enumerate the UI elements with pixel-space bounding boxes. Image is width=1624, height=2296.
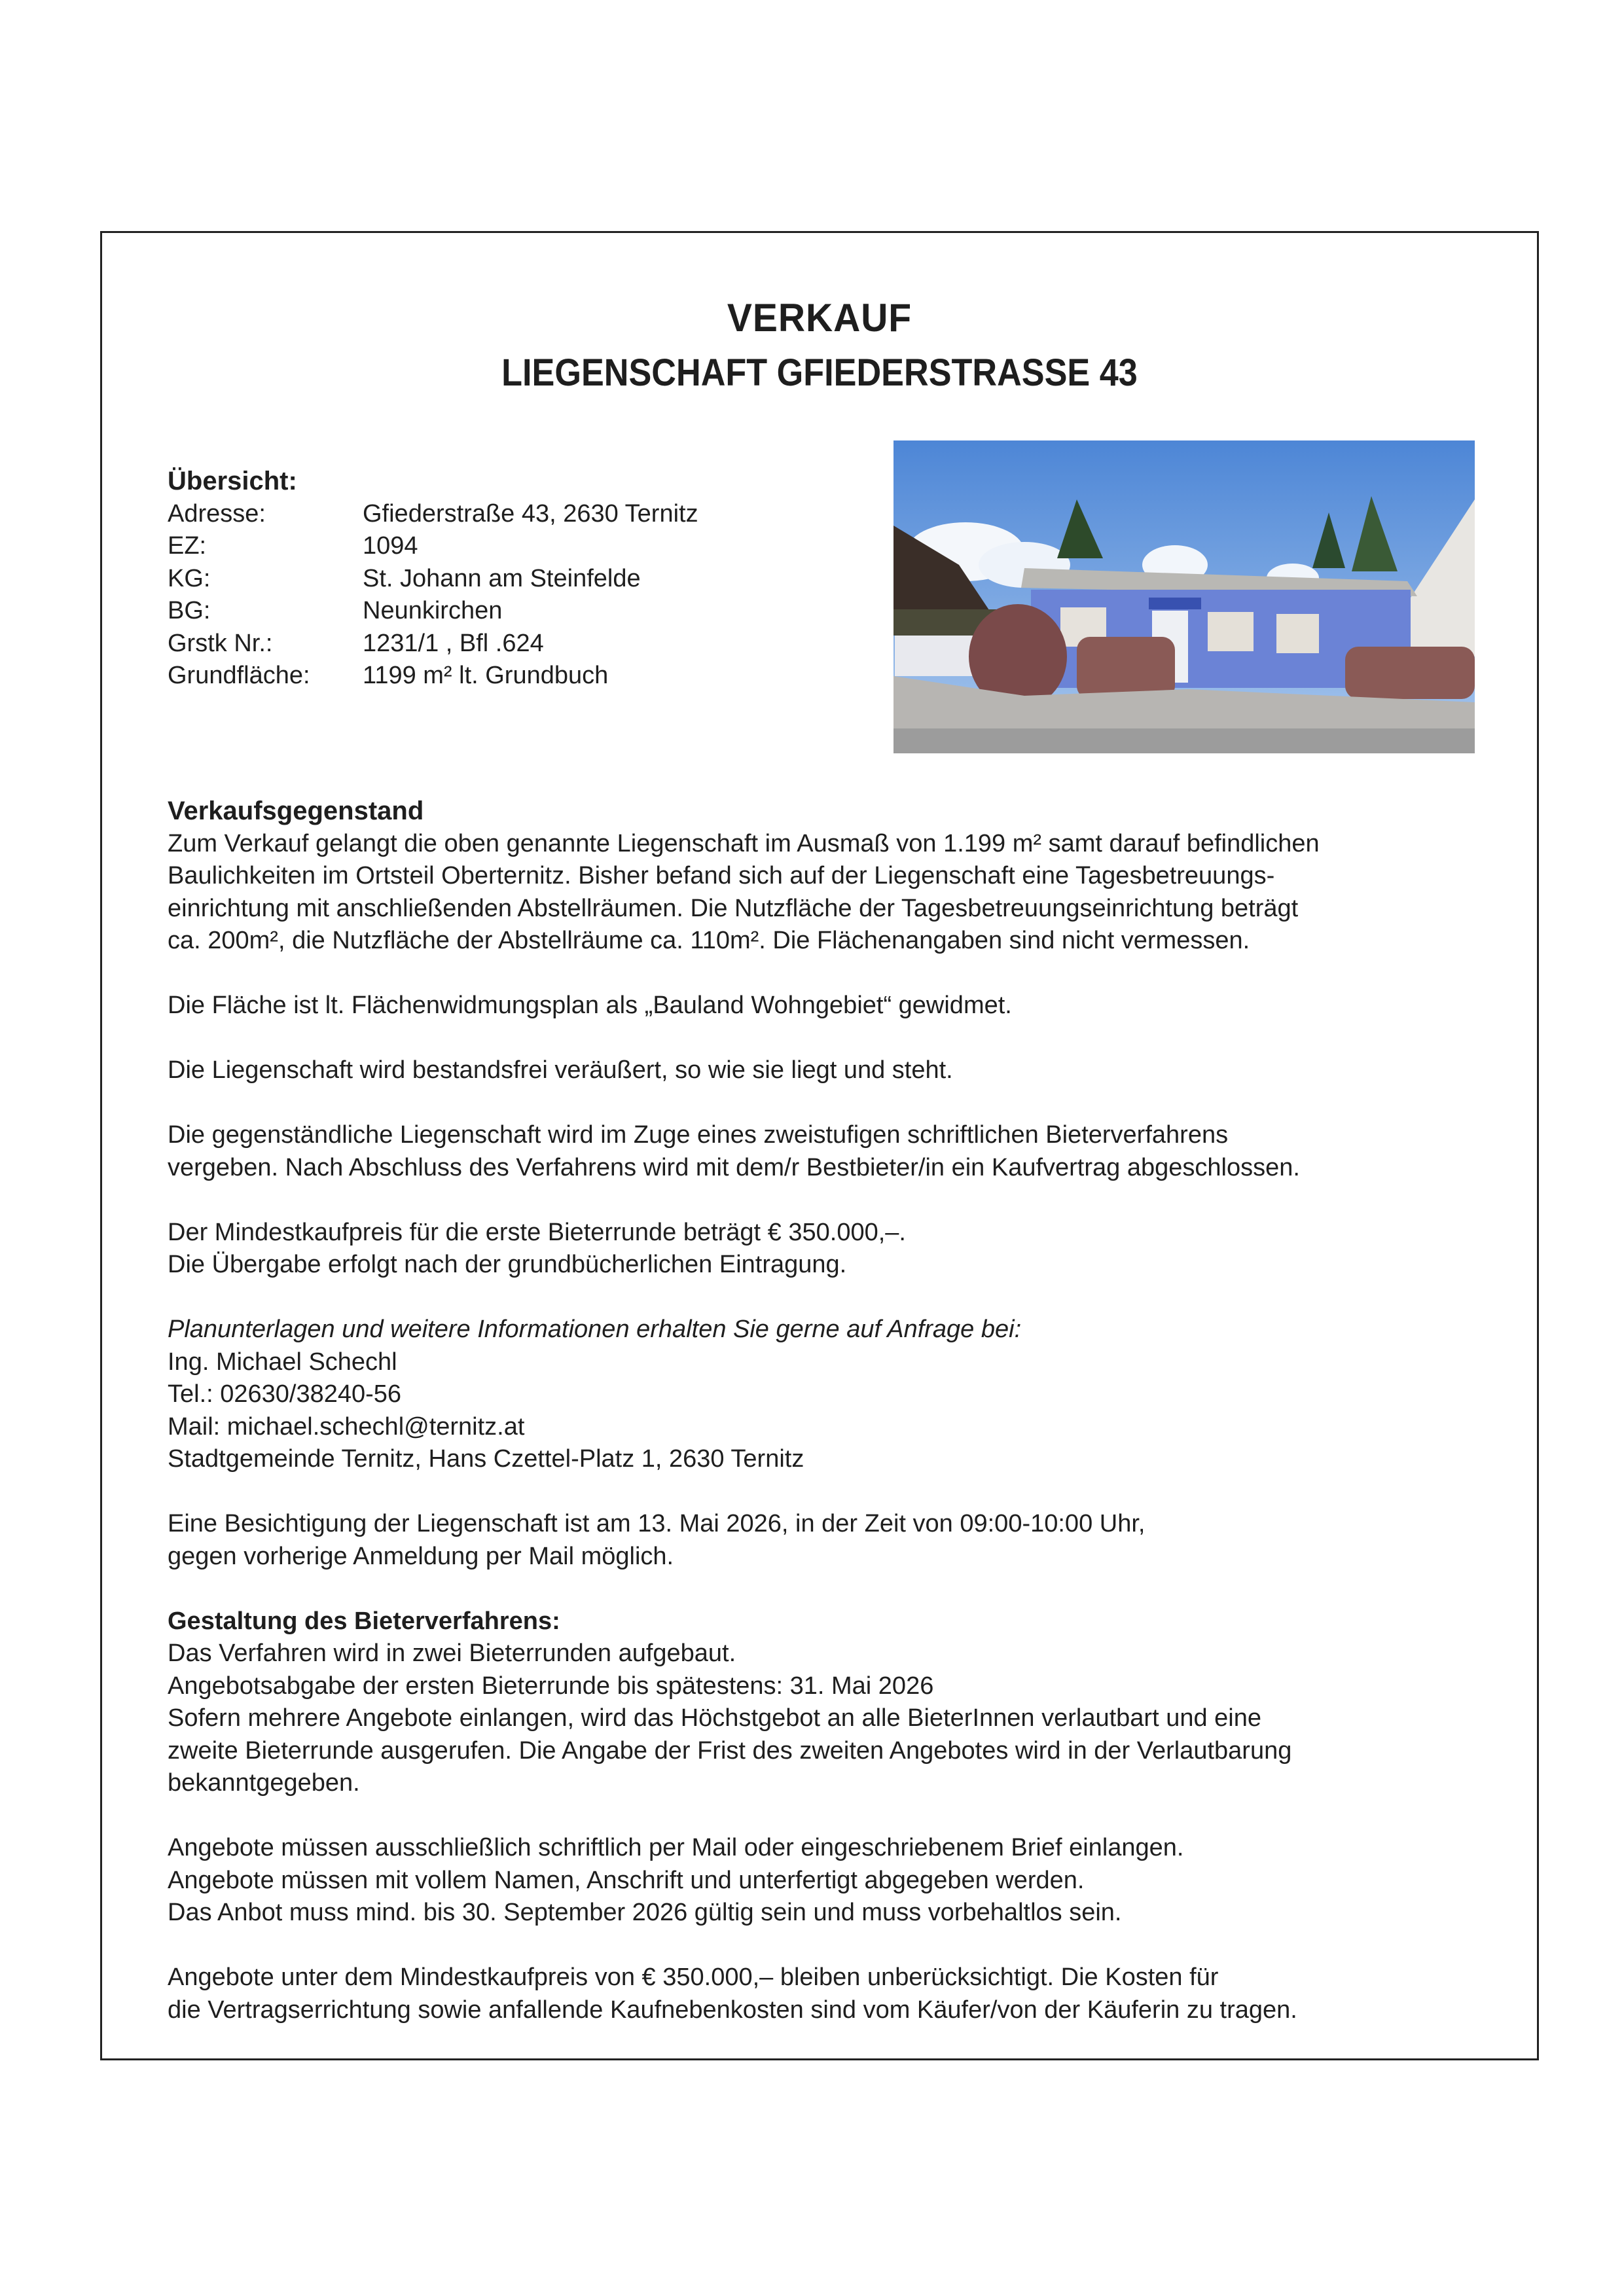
requirement-line: Angebote müssen mit vollem Namen, Anschrift und unterfertigt abgegeben werden. (168, 1866, 1085, 1894)
overview-row-parcel (168, 628, 1477, 660)
overview-row-area (168, 660, 1477, 692)
bidding-line: bekanntgegeben. (168, 1769, 360, 1797)
minimum-price-text: Der Mindestkaufpreis für die erste Bieterrunde beträgt € 350.000,–. (168, 1218, 906, 1246)
contact-phone: Tel.: 02630/38240-56 (168, 1380, 402, 1408)
overview-label: Grundfläche: (168, 662, 310, 689)
contact-intro: Planunterlagen und weitere Informationen erhalten Sie gerne auf Anfrage bei: (168, 1316, 1022, 1343)
paragraph-line: vergeben. Nach Abschluss des Verfahrens wird mit dem/r Bestbieter/in ein Kaufvertrag abgeschlossen. (168, 1153, 1300, 1181)
viewing-section (168, 1508, 1477, 1573)
sale-object-section (168, 795, 1477, 1282)
overview-row-address (168, 498, 1477, 531)
paragraph-line: einrichtung mit anschließenden Abstellräumen. Die Nutzfläche der Tagesbetreuungseinrichtung beträgt (168, 894, 1299, 922)
document-title: VERKAUF (727, 296, 912, 340)
zoning-text: Die Fläche ist lt. Flächenwidmungsplan als „Bauland Wohngebiet“ gewidmet. (168, 992, 1012, 1019)
overview-section (168, 465, 1477, 725)
overview-label: EZ: (168, 532, 207, 560)
bidding-section (168, 1605, 1477, 2027)
viewing-line: Eine Besichtigung der Liegenschaft ist am 13. Mai 2026, in der Zeit von 09:00-10:00 Uhr, (168, 1510, 1146, 1537)
overview-value: 1199 m² lt. Grundbuch (363, 662, 609, 689)
contact-address: Stadtgemeinde Ternitz, Hans Czettel-Platz 1, 2630 Ternitz (168, 1445, 804, 1473)
condition-text: Die Liegenschaft wird bestandsfrei veräußert, so wie sie liegt und steht. (168, 1056, 953, 1084)
overview-heading: Übersicht: (168, 467, 297, 495)
overview-label: KG: (168, 564, 211, 592)
viewing-line: gegen vorherige Anmeldung per Mail möglich. (168, 1542, 674, 1570)
bidding-line: Sofern mehrere Angebote einlangen, wird das Höchstgebot an alle BieterInnen verlautbart und eine (168, 1704, 1261, 1732)
bidding-line: Das Verfahren wird in zwei Bieterrunden aufgebaut. (168, 1640, 736, 1667)
contact-email: Mail: michael.schechl@ternitz.at (168, 1412, 525, 1441)
document-subtitle: LIEGENSCHAFT GFIEDERSTRASSE 43 (501, 351, 1138, 394)
overview-label: Adresse: (168, 499, 266, 528)
contact-section (168, 1314, 1477, 1476)
paragraph-line: ca. 200m², die Nutzfläche der Abstellräume ca. 110m². Die Flächenangaben sind nicht vermessen. (168, 927, 1250, 954)
document-content (168, 465, 1477, 2026)
paragraph-line: Baulichkeiten im Ortsteil Oberternitz. Bisher befand sich auf der Liegenschaft eine Tagesbetreuungs- (168, 862, 1275, 889)
sale-object-heading: Verkaufsgegenstand (168, 797, 424, 825)
overview-value: Gfiederstraße 43, 2630 Ternitz (363, 499, 698, 528)
handover-text: Die Übergabe erfolgt nach der grundbücherlichen Eintragung. (168, 1251, 847, 1278)
bidding-heading: Gestaltung des Bieterverfahrens: (168, 1607, 560, 1635)
requirement-line: Das Anbot muss mind. bis 30. September 2026 gültig sein und muss vorbehaltlos sein. (168, 1899, 1122, 1926)
overview-value: Neunkirchen (363, 597, 503, 624)
overview-row-bg (168, 595, 1477, 628)
overview-row-kg (168, 563, 1477, 596)
final-line: Angebote unter dem Mindestkaufpreis von € 350.000,– bleiben unberücksichtigt. Die Kosten für (168, 1964, 1219, 1991)
document-frame (100, 231, 1539, 2060)
bidding-line: zweite Bieterrunde ausgerufen. Die Angabe der Frist des zweiten Angebotes wird in der Verlautbarung (168, 1736, 1292, 1765)
overview-label: BG: (168, 597, 211, 624)
paragraph-line: Die gegenständliche Liegenschaft wird im Zuge eines zweistufigen schriftlichen Bieterverfahrens (168, 1121, 1229, 1149)
overview-value: 1094 (363, 532, 418, 560)
contact-name: Ing. Michael Schechl (168, 1348, 397, 1376)
final-line: die Vertragserrichtung sowie anfallende Kaufnebenkosten sind vom Käufer/von der Käuferin zu tragen. (168, 1996, 1297, 2024)
bidding-line: Angebotsabgabe der ersten Bieterrunde bis spätestens: 31. Mai 2026 (168, 1672, 934, 1700)
requirement-line: Angebote müssen ausschließlich schriftlich per Mail oder eingeschriebenem Brief einlangen. (168, 1834, 1184, 1861)
overview-label: Grstk Nr.: (168, 629, 273, 657)
paragraph-line: Zum Verkauf gelangt die oben genannte Liegenschaft im Ausmaß von 1.199 m² samt darauf befindlichen (168, 829, 1320, 857)
overview-value: St. Johann am Steinfelde (363, 564, 641, 592)
overview-row-ez (168, 530, 1477, 563)
overview-value: 1231/1 , Bfl .624 (363, 629, 544, 657)
